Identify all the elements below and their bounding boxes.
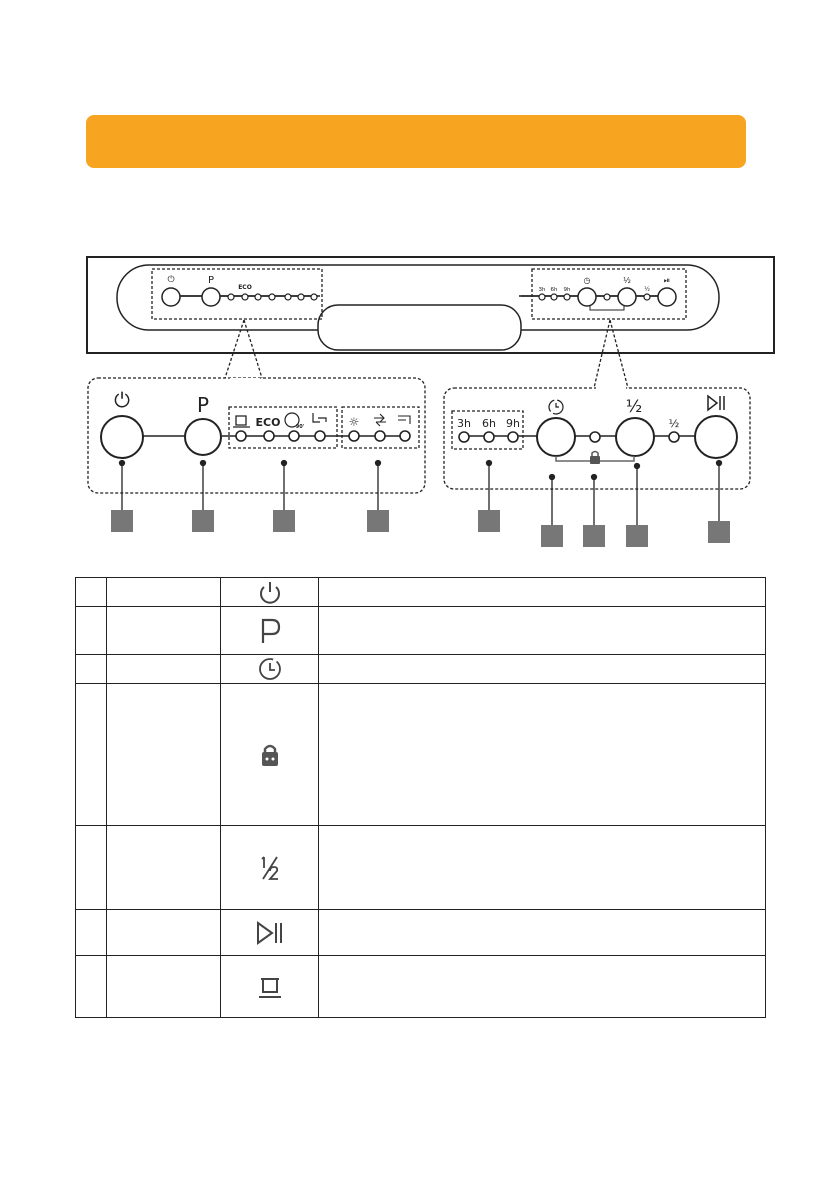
- legend-row: [76, 578, 766, 607]
- callout-marker: [708, 521, 730, 543]
- overview-delay-button: [578, 288, 596, 306]
- legend-row: [76, 826, 766, 910]
- overview-start-button: [658, 288, 676, 306]
- svg-text:90': 90': [295, 424, 305, 430]
- callout-marker: [478, 510, 500, 532]
- callout-marker: [626, 525, 648, 547]
- svg-text:◷: ◷: [583, 276, 591, 285]
- controls-legend-table: [75, 577, 766, 1018]
- intensive-pot-icon: [255, 972, 285, 1002]
- overview-program-button: [202, 288, 220, 306]
- detail-program-button: [185, 419, 221, 455]
- legend-row: [76, 910, 766, 956]
- callout-marker: [583, 525, 605, 547]
- svg-text:6h: 6h: [482, 417, 496, 430]
- svg-text:⏯: ⏯: [663, 276, 671, 285]
- detail-half-load-symbol: ½: [625, 397, 643, 417]
- detail-delay-button: [537, 418, 575, 456]
- overview-half-load-button: [618, 288, 636, 306]
- child-lock-icon: [255, 740, 285, 770]
- svg-text:P: P: [207, 275, 215, 286]
- detail-program-symbol: P: [196, 393, 210, 417]
- overview-power-button: [162, 288, 180, 306]
- delay-timer-icon: [255, 656, 285, 682]
- callout-marker: [192, 510, 214, 532]
- detail-eco-label: ECO: [255, 416, 281, 429]
- program-icon: [255, 616, 285, 646]
- svg-text:9h: 9h: [506, 417, 520, 430]
- detail-start-pause-button: [695, 416, 737, 458]
- detail-power-button: [101, 416, 143, 458]
- control-panel-diagram: [0, 0, 840, 560]
- callout-marker: [273, 510, 295, 532]
- overview-eco-label: ECO: [238, 284, 252, 291]
- detail-power-symbol: ⏻: [114, 388, 130, 412]
- svg-text:☼: ☼: [348, 415, 360, 429]
- callout-marker: [111, 510, 133, 532]
- svg-text:6h: 6h: [550, 287, 558, 293]
- svg-text:½: ½: [668, 417, 680, 430]
- legend-row: [76, 956, 766, 1018]
- svg-text:9h: 9h: [563, 287, 571, 293]
- svg-text:½: ½: [644, 286, 650, 293]
- half-load-icon: [255, 853, 285, 883]
- detail-half-load-button: [616, 418, 654, 456]
- svg-text:⏻: ⏻: [167, 275, 175, 285]
- legend-row: [76, 684, 766, 826]
- svg-text:½: ½: [623, 276, 631, 285]
- legend-row: [76, 655, 766, 684]
- callout-marker: [541, 525, 563, 547]
- legend-row: [76, 607, 766, 655]
- svg-text:3h: 3h: [457, 417, 471, 430]
- callout-marker: [367, 510, 389, 532]
- panel-overview-handle: [318, 305, 521, 350]
- svg-text:3h: 3h: [538, 287, 546, 293]
- power-icon: [255, 579, 285, 605]
- start-pause-icon: [253, 919, 287, 947]
